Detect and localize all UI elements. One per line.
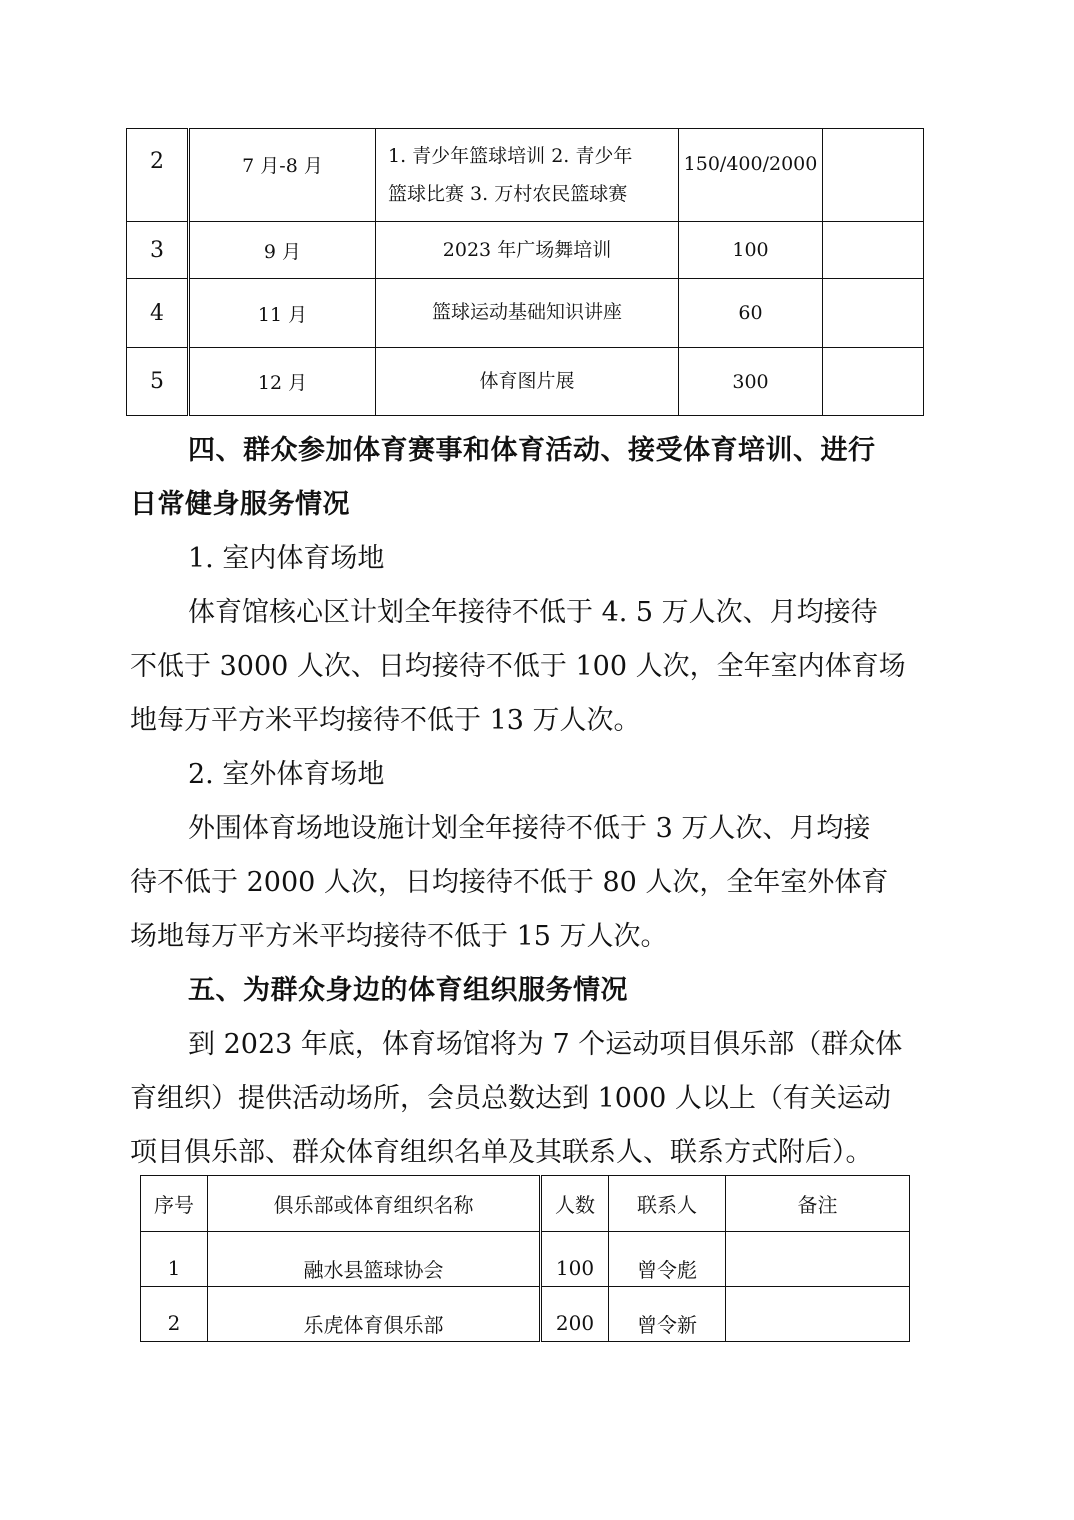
header-name: 俱乐部或体育组织名称: [208, 1176, 541, 1232]
club-list-table: [140, 1175, 910, 1342]
row-note: [823, 279, 924, 348]
row-content-line: 篮球比赛 3. 万村农民篮球赛: [388, 183, 628, 205]
row-club-name: 乐虎体育俱乐部: [208, 1287, 541, 1342]
row-note: [823, 222, 924, 279]
row-time: 12 月: [189, 348, 376, 416]
section-4-heading-cont: 日常健身服务情况: [130, 489, 350, 520]
header-contact: 联系人: [609, 1176, 726, 1232]
table-row: [127, 348, 924, 416]
row-number: 1: [141, 1232, 208, 1287]
paragraph-line: 项目俱乐部、群众体育组织名单及其联系人、联系方式附后）。: [130, 1137, 873, 1168]
section-4-heading: 四、群众参加体育赛事和体育活动、接受体育培训、进行: [188, 435, 876, 466]
subsection-1-title: 1. 室内体育场地: [188, 543, 385, 574]
paragraph-line: 场地每万平方米平均接待不低于 15 万人次。: [130, 921, 668, 952]
paragraph-line: 体育馆核心区计划全年接待不低于 4. 5 万人次、月均接待: [188, 597, 878, 628]
table-row: [127, 279, 924, 348]
header-members: 人数: [541, 1176, 609, 1232]
table-row: [127, 222, 924, 279]
table-row: [141, 1232, 910, 1287]
row-content: 体育图片展: [376, 348, 679, 416]
row-count: 300: [679, 348, 823, 416]
row-number: 5: [127, 348, 189, 416]
row-time: 11 月: [189, 279, 376, 348]
row-contact: 曾令彪: [609, 1232, 726, 1287]
row-note: [726, 1232, 910, 1287]
row-count: 60: [679, 279, 823, 348]
subsection-2-title: 2. 室外体育场地: [188, 759, 385, 790]
header-note: 备注: [726, 1176, 910, 1232]
row-members: 200: [541, 1287, 609, 1342]
row-members: 100: [541, 1232, 609, 1287]
row-content-line: 1. 青少年篮球培训 2. 青少年: [388, 145, 633, 167]
row-club-name: 融水县篮球协会: [208, 1232, 541, 1287]
paragraph-line: 不低于 3000 人次、日均接待不低于 100 人次，全年室内体育场: [130, 651, 906, 682]
paragraph-line: 育组织）提供活动场所，会员总数达到 1000 人以上（有关运动: [130, 1083, 891, 1114]
paragraph-line: 待不低于 2000 人次，日均接待不低于 80 人次，全年室外体育: [130, 867, 889, 898]
paragraph-line: 到 2023 年底，体育场馆将为 7 个运动项目俱乐部（群众体: [188, 1029, 903, 1060]
paragraph-line: 外围体育场地设施计划全年接待不低于 3 万人次、月均接: [188, 813, 871, 844]
section-5-heading: 五、为群众身边的体育组织服务情况: [188, 975, 628, 1006]
header-number: 序号: [141, 1176, 208, 1232]
row-content: 篮球运动基础知识讲座: [376, 279, 679, 348]
row-contact: 曾令新: [609, 1287, 726, 1342]
table-row: [127, 129, 924, 222]
row-number: 3: [127, 222, 189, 279]
row-count: 100: [679, 222, 823, 279]
row-content: 2023 年广场舞培训: [376, 222, 679, 279]
table-row: [141, 1287, 910, 1342]
table-header-row: [141, 1176, 910, 1232]
paragraph-line: 地每万平方米平均接待不低于 13 万人次。: [130, 705, 641, 736]
row-time: 9 月: [189, 222, 376, 279]
row-content: [376, 129, 679, 222]
row-time: 7 月-8 月: [189, 129, 376, 222]
row-note: [726, 1287, 910, 1342]
row-number: 2: [127, 129, 189, 222]
activity-schedule-table: [126, 128, 924, 416]
row-note: [823, 129, 924, 222]
row-count: 150/400/2000: [679, 129, 823, 222]
row-note: [823, 348, 924, 416]
row-number: 4: [127, 279, 189, 348]
row-number: 2: [141, 1287, 208, 1342]
